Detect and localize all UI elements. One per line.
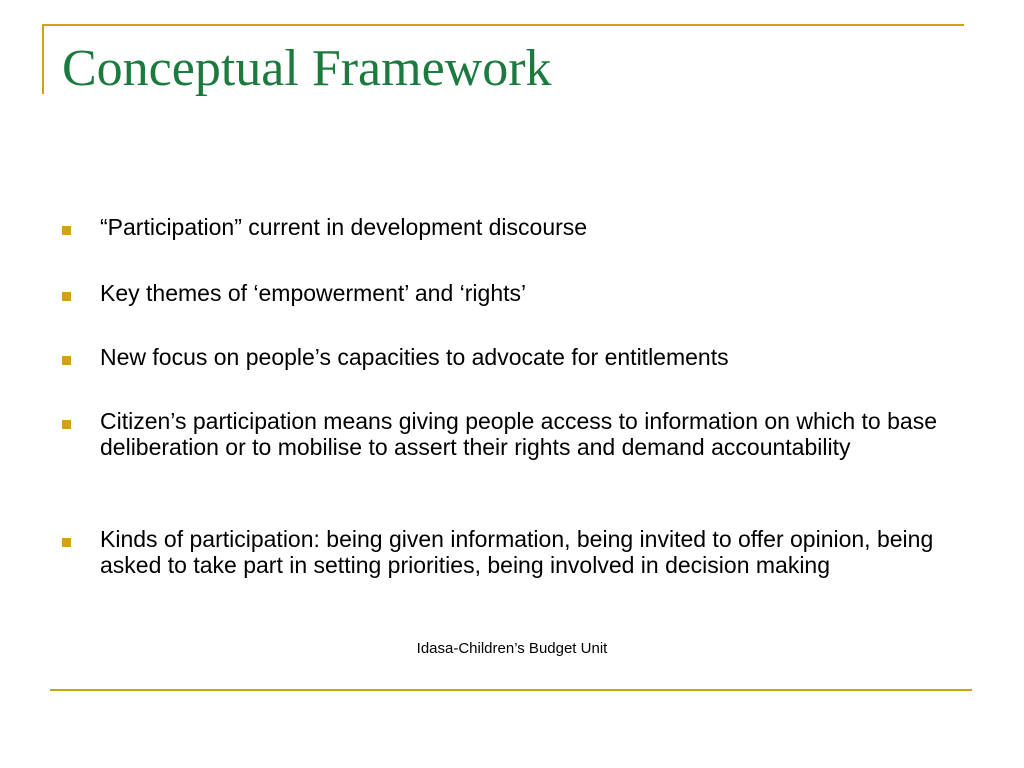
slide-title: Conceptual Framework [62, 40, 552, 97]
bullet-text: Kinds of participation: being given information, being invited to offer opinion, being asked to take part in setting priorities, being involved in decision making [100, 526, 934, 578]
left-border-line [42, 24, 44, 94]
square-bullet-icon [62, 292, 71, 301]
bullet-text: New focus on people’s capacities to advocate for entitlements [100, 344, 729, 370]
square-bullet-icon [62, 356, 71, 365]
bullet-item [62, 214, 1000, 240]
bullet-item [62, 408, 1000, 460]
square-bullet-icon [62, 226, 71, 235]
square-bullet-icon [62, 538, 71, 547]
bottom-border-line [50, 689, 972, 691]
bullet-item [62, 280, 1000, 306]
bullet-item [62, 526, 1000, 578]
bullet-text: Key themes of ‘empowerment’ and ‘rights’ [100, 280, 527, 306]
slide-footer: Idasa-Children’s Budget Unit [416, 640, 608, 657]
bullet-text: “Participation” current in development discourse [100, 214, 588, 240]
bullet-item [62, 344, 1000, 370]
top-border-line [42, 24, 964, 26]
square-bullet-icon [62, 420, 71, 429]
bullet-text: Citizen’s participation means giving people access to information on which to base deliberation or to mobilise to assert their rights and demand accountability [100, 408, 937, 460]
